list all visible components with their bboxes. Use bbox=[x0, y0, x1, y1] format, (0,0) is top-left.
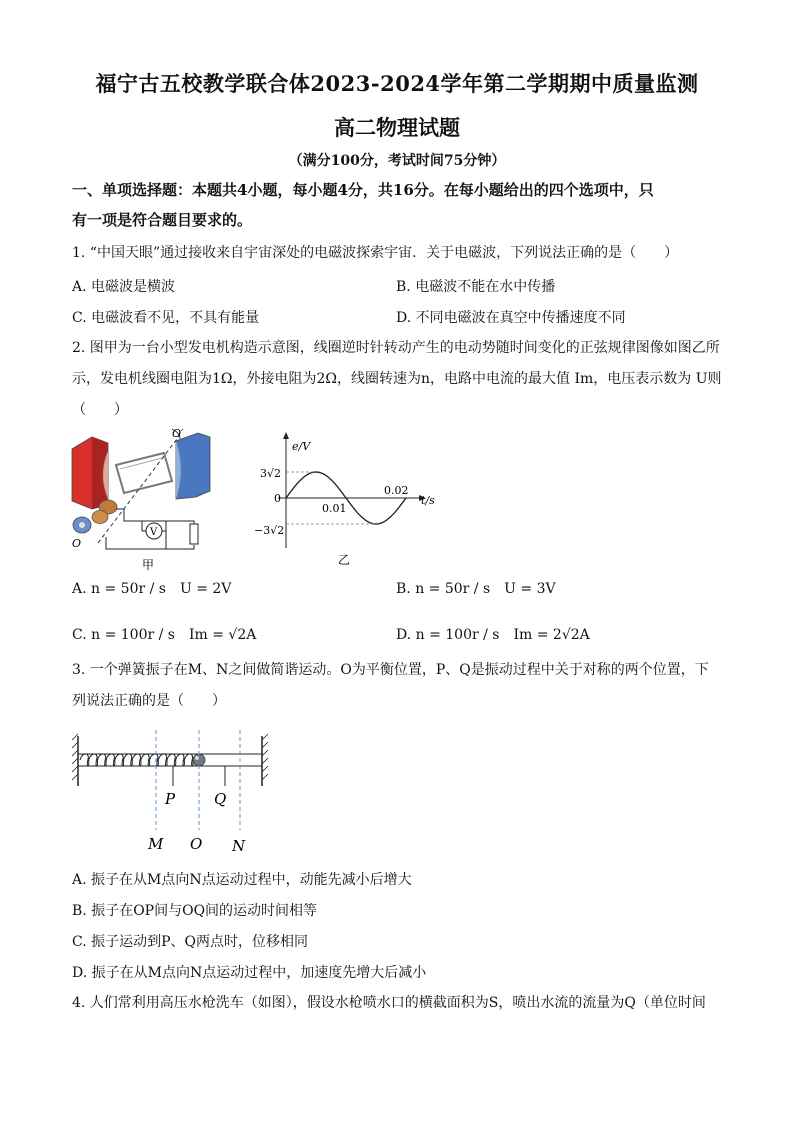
q2-stem-line2: 示，发电机线圈电阻为1Ω，外接电阻为2Ω，线圈转速为n，电路中电流的最大值 Im，电压表示数为 U则 bbox=[72, 371, 722, 387]
left-wall-hatch bbox=[72, 734, 78, 780]
q1-option-d: D. 不同电磁波在真空中传播速度不同 bbox=[396, 310, 626, 326]
q4-stem-line1: 4. 人们常利用高压水枪洗车（如图），假设水枪喷水口的横截面积为S，喷出水流的流量为Q（单位时间 bbox=[72, 995, 706, 1011]
x-axis-label: t/s bbox=[421, 494, 435, 507]
coil bbox=[116, 453, 172, 493]
y-max-label: 3√2 bbox=[260, 467, 282, 480]
y-min-label: −3√2 bbox=[254, 524, 285, 537]
section1-heading-line2: 有一项是符合题目要求的。 bbox=[72, 211, 253, 229]
q1-option-b: B. 电磁波不能在水中传播 bbox=[396, 279, 556, 295]
exam-subtitle: 高二物理试题 bbox=[334, 115, 460, 140]
q2-option-b: B. n = 50r / s U = 3V bbox=[396, 581, 556, 597]
fig-jia-caption: 甲 bbox=[142, 558, 155, 572]
emf-chart bbox=[250, 430, 450, 570]
section1-heading-line1: 一、单项选择题：本题共4小题，每小题4分，共16分。在每小题给出的四个选项中，只 bbox=[72, 181, 654, 199]
label-o: O bbox=[72, 537, 82, 550]
q2-stem-line3: （ ） bbox=[72, 402, 128, 418]
label-p: P bbox=[165, 790, 176, 808]
right-wall-hatch bbox=[262, 734, 268, 780]
fig-yi-caption: 乙 bbox=[338, 553, 351, 567]
q3-option-b: B. 振子在OP间与OQ间的运动时间相等 bbox=[72, 903, 318, 919]
label-o-prime: O′ bbox=[172, 427, 184, 440]
q1-stem: 1. “中国天眼”通过接收来自宇宙深处的电磁波探索宇宙．关于电磁波，下列说法正确的是（ ） bbox=[72, 245, 679, 261]
q3-stem-line1: 3. 一个弹簧振子在M、N之间做简谐运动。O为平衡位置，P、Q是振动过程中关于对称的两个位置，下 bbox=[72, 662, 709, 678]
y-axis-arrow bbox=[283, 432, 289, 439]
spring bbox=[80, 754, 193, 766]
generator-figure bbox=[68, 425, 218, 573]
exam-note: （满分100分，考试时间75分钟） bbox=[288, 153, 506, 169]
q3-option-a: A. 振子在从M点向N点运动过程中，动能先减小后增大 bbox=[72, 872, 412, 888]
label-o: O bbox=[190, 835, 203, 853]
resistor bbox=[190, 524, 198, 544]
label-n: N bbox=[232, 837, 246, 855]
origin-label: 0 bbox=[274, 492, 281, 505]
label-q: Q bbox=[214, 790, 227, 808]
spring-oscillator-figure bbox=[68, 730, 278, 856]
q3-option-c: C. 振子运动到P、Q两点时，位移相同 bbox=[72, 934, 309, 950]
q2-option-c: C. n = 100r / s Im = √2A bbox=[72, 627, 257, 643]
q2-stem-line1: 2. 图甲为一台小型发电机构造示意图，线圈逆时针转动产生的电动势随时间变化的正弦规律图像如图乙所 bbox=[72, 340, 720, 356]
slip-ring-2 bbox=[92, 511, 108, 524]
q1-option-a: A. 电磁波是横波 bbox=[72, 279, 176, 295]
y-axis-label: e/V bbox=[292, 440, 311, 453]
exam-title: 福宁古五校教学联合体2023-2024学年第二学期期中质量监测 bbox=[95, 71, 699, 96]
wire-bottom bbox=[106, 537, 194, 549]
q1-option-c: C. 电磁波看不见，不具有能量 bbox=[72, 310, 260, 326]
label-m: M bbox=[148, 835, 164, 853]
brush-center bbox=[79, 522, 85, 528]
ball-highlight bbox=[195, 756, 199, 760]
q2-option-d: D. n = 100r / s Im = 2√2A bbox=[396, 627, 590, 643]
tick-0-01: 0.01 bbox=[322, 502, 347, 515]
tick-0-02: 0.02 bbox=[384, 484, 409, 497]
voltmeter-label: V bbox=[150, 527, 158, 538]
q3-stem-line2: 列说法正确的是（ ） bbox=[72, 693, 226, 709]
q2-option-a: A. n = 50r / s U = 2V bbox=[72, 581, 232, 597]
q3-option-d: D. 振子在从M点向N点运动过程中，加速度先增大后减小 bbox=[72, 965, 427, 981]
